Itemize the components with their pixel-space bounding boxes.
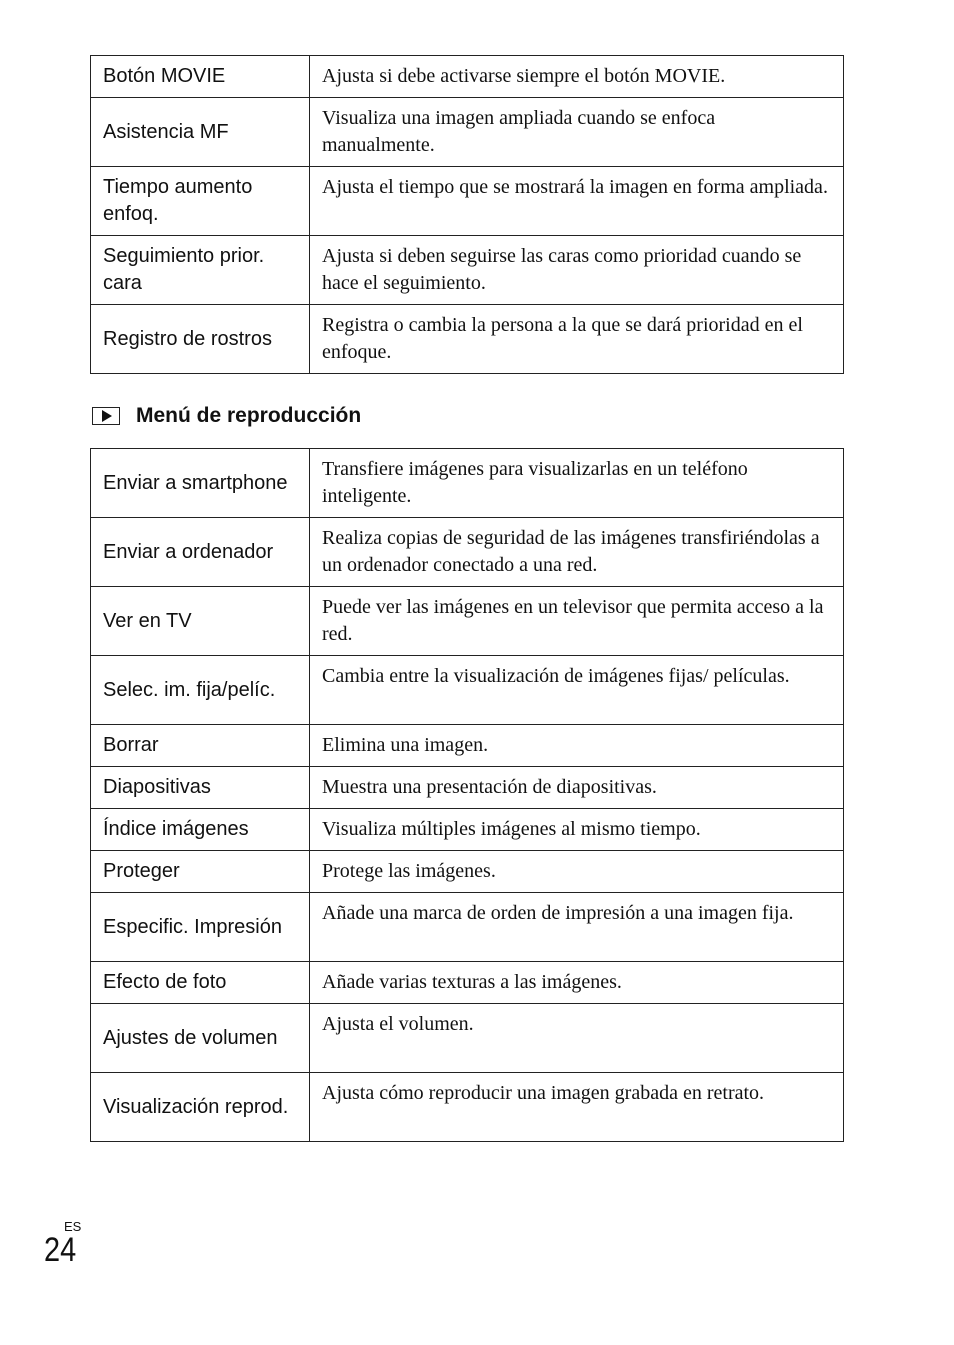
table-row <box>91 167 844 236</box>
row-description: Muestra una presentación de diapositivas. <box>310 767 844 809</box>
section-heading <box>92 404 361 428</box>
table-row <box>91 851 844 893</box>
row-description: Protege las imágenes. <box>310 851 844 893</box>
row-term: Selec. im. fija/pelíc. <box>91 656 310 725</box>
row-term: Enviar a smartphone <box>91 449 310 518</box>
row-term: Botón MOVIE <box>91 56 310 98</box>
table-row <box>91 518 844 587</box>
row-term: Efecto de foto <box>91 962 310 1004</box>
row-description: Transfiere imágenes para visualizarlas en un teléfono inteligente. <box>310 449 844 518</box>
row-term: Visualización reprod. <box>91 1073 310 1142</box>
row-term: Proteger <box>91 851 310 893</box>
page-number: 24 <box>44 1231 77 1269</box>
row-term: Ajustes de volumen <box>91 1004 310 1073</box>
row-description: Realiza copias de seguridad de las imágenes transfiriéndolas a un ordenador conectado a una red. <box>310 518 844 587</box>
section-title: Menú de reproducción <box>136 404 362 427</box>
row-description: Registra o cambia la persona a la que se dará prioridad en el enfoque. <box>310 305 844 374</box>
row-description: Visualiza una imagen ampliada cuando se enfoca manualmente. <box>310 98 844 167</box>
language-code: ES <box>64 1219 82 1234</box>
row-term: Seguimiento prior. cara <box>91 236 310 305</box>
row-description: Ajusta el volumen. <box>310 1004 844 1073</box>
table-row <box>91 656 844 725</box>
table-row <box>91 1004 844 1073</box>
row-description: Añade varias texturas a las imágenes. <box>310 962 844 1004</box>
table-row <box>91 962 844 1004</box>
table-row <box>91 98 844 167</box>
row-term: Tiempo aumento enfoq. <box>91 167 310 236</box>
table-row <box>91 725 844 767</box>
row-description: Ajusta si debe activarse siempre el botón MOVIE. <box>310 56 844 98</box>
table-row <box>91 236 844 305</box>
camera-settings-table <box>90 55 844 374</box>
row-description: Cambia entre la visualización de imágenes fijas/ películas. <box>310 656 844 725</box>
row-term: Especific. Impresión <box>91 893 310 962</box>
table-row <box>91 809 844 851</box>
playback-menu-table <box>90 448 844 1142</box>
row-description: Ajusta cómo reproducir una imagen grabada en retrato. <box>310 1073 844 1142</box>
table-row <box>91 893 844 962</box>
row-description: Ajusta el tiempo que se mostrará la imagen en forma ampliada. <box>310 167 844 236</box>
playback-icon <box>92 407 120 425</box>
row-description: Elimina una imagen. <box>310 725 844 767</box>
row-description: Añade una marca de orden de impresión a una imagen fija. <box>310 893 844 962</box>
table-row <box>91 305 844 374</box>
row-term: Registro de rostros <box>91 305 310 374</box>
table-row <box>91 1073 844 1142</box>
table-row <box>91 767 844 809</box>
row-term: Ver en TV <box>91 587 310 656</box>
table-row <box>91 56 844 98</box>
row-description: Visualiza múltiples imágenes al mismo tiempo. <box>310 809 844 851</box>
row-term: Borrar <box>91 725 310 767</box>
table-row <box>91 587 844 656</box>
row-description: Ajusta si deben seguirse las caras como prioridad cuando se hace el seguimiento. <box>310 236 844 305</box>
row-term: Diapositivas <box>91 767 310 809</box>
row-description: Puede ver las imágenes en un televisor que permita acceso a la red. <box>310 587 844 656</box>
row-term: Índice imágenes <box>91 809 310 851</box>
row-term: Asistencia MF <box>91 98 310 167</box>
table-row <box>91 449 844 518</box>
row-term: Enviar a ordenador <box>91 518 310 587</box>
